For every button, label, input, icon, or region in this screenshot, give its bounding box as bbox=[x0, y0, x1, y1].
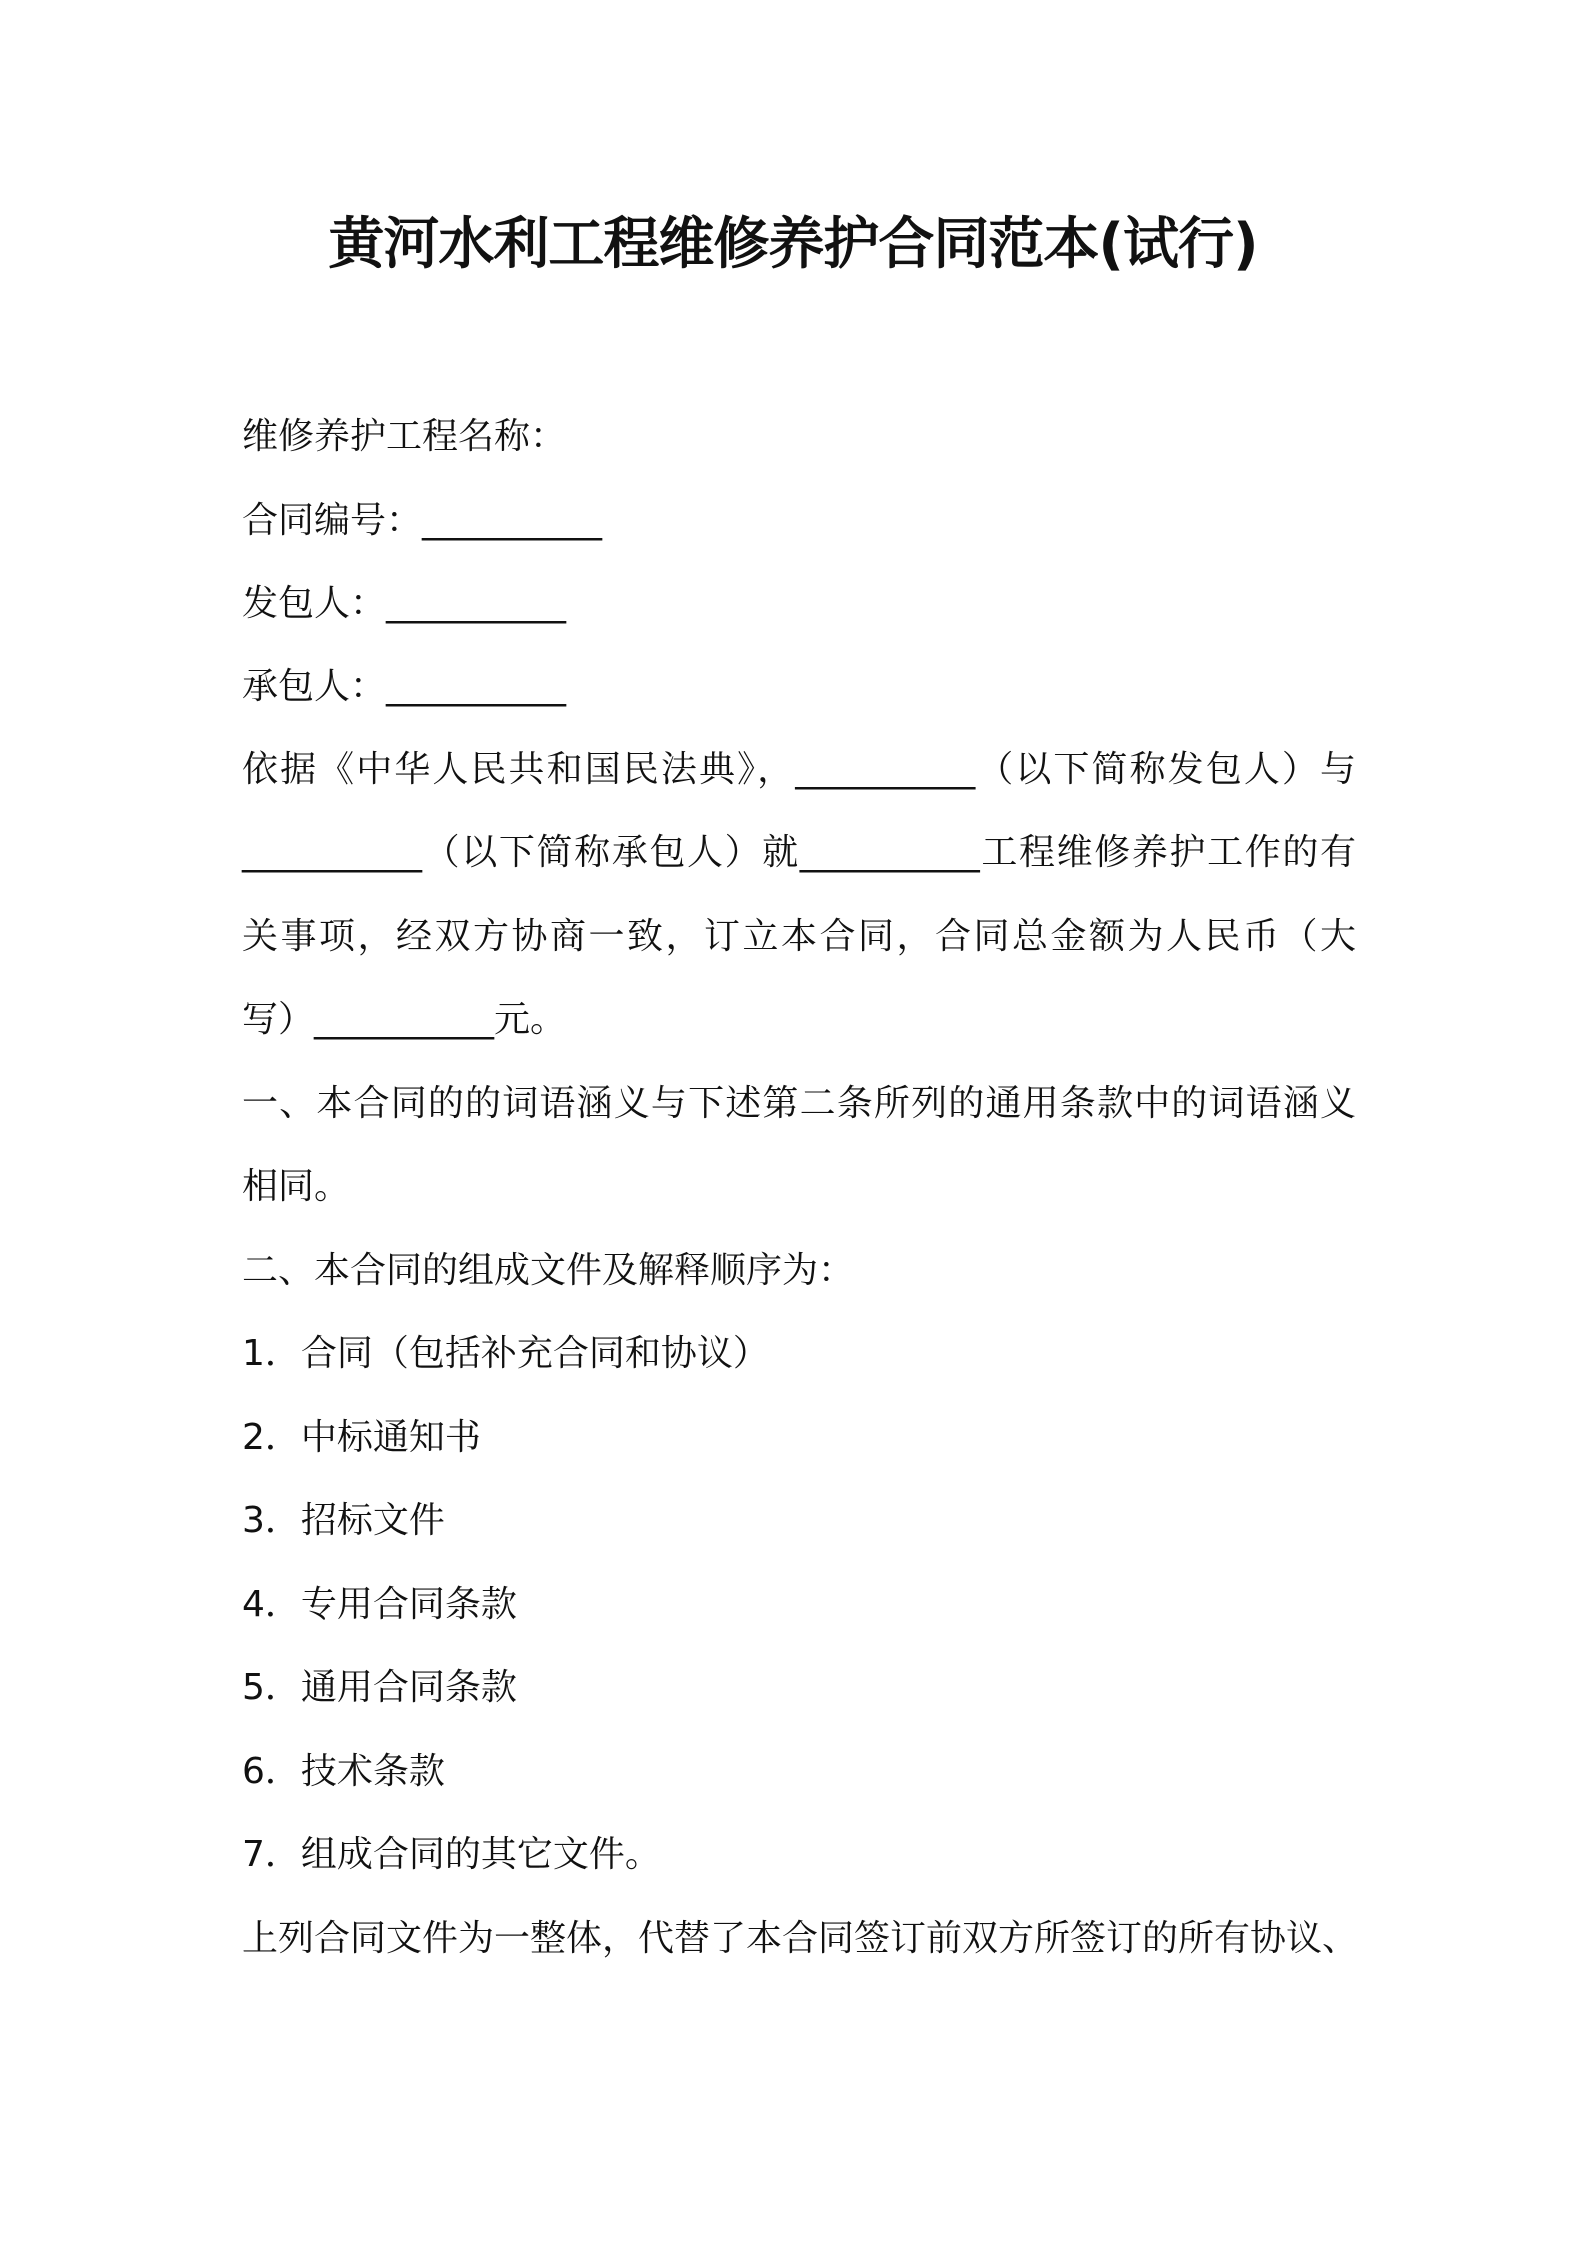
list-item-6: 6．技术条款 bbox=[242, 1751, 445, 1792]
list-item-3: 3．招标文件 bbox=[242, 1500, 445, 1541]
field-project-name: 维修养护工程名称： bbox=[242, 416, 567, 457]
list-item-5: 5．通用合同条款 bbox=[242, 1667, 517, 1708]
clause-2-heading: 二、本合同的组成文件及解释顺序为： bbox=[242, 1250, 855, 1291]
field-contract-number: 合同编号：__________ bbox=[242, 500, 603, 541]
clause-1-line-2: 相同。 bbox=[242, 1166, 351, 1207]
closing-line: 上列合同文件为一整体，代替了本合同签订前双方所签订的所有协议、 bbox=[242, 1918, 1359, 1959]
preamble-line-4: 写）__________元。 bbox=[242, 999, 567, 1040]
list-item-2: 2．中标通知书 bbox=[242, 1417, 481, 1458]
field-contractor: 承包人：__________ bbox=[242, 666, 567, 707]
document-title: 黄河水利工程维修养护合同范本(试行) bbox=[328, 212, 1258, 277]
preamble-line-2: __________（以下简称承包人）就__________工程维修养护工作的有 bbox=[242, 832, 1356, 873]
clause-1-line-1: 一、本合同的的词语涵义与下述第二条所列的通用条款中的词语涵义 bbox=[242, 1083, 1356, 1124]
list-item-7: 7．组成合同的其它文件。 bbox=[242, 1834, 661, 1875]
list-item-4: 4．专用合同条款 bbox=[242, 1584, 517, 1625]
list-item-1: 1．合同（包括补充合同和协议） bbox=[242, 1333, 769, 1374]
field-employer: 发包人：__________ bbox=[242, 583, 567, 624]
preamble-line-1: 依据《中华人民共和国民法典》，__________（以下简称发包人）与 bbox=[242, 749, 1356, 790]
preamble-line-3: 关事项，经双方协商一致，订立本合同，合同总金额为人民币（大 bbox=[242, 916, 1356, 957]
